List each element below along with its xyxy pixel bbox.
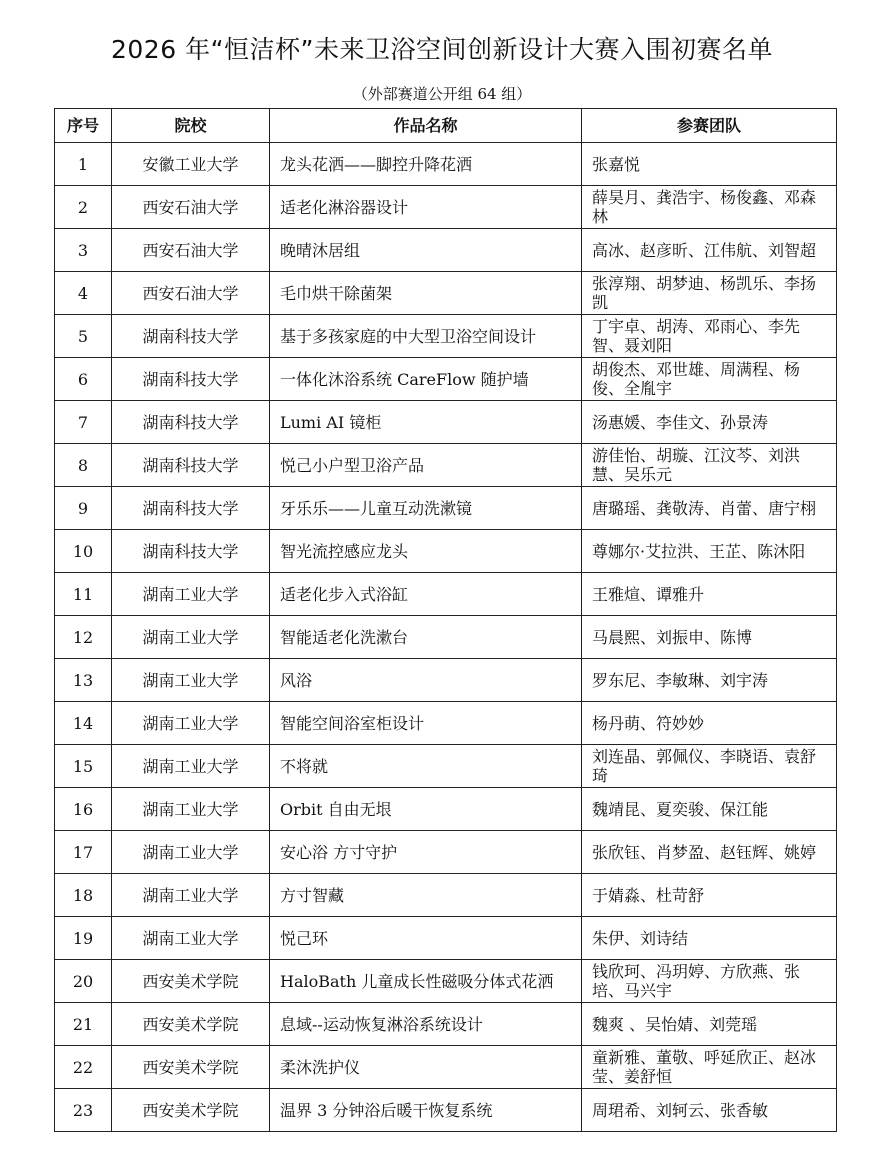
row-number: 9	[55, 487, 112, 530]
table-row	[55, 788, 837, 831]
row-number: 8	[55, 444, 112, 487]
row-work-title: 安心浴 方寸守护	[270, 831, 582, 874]
table-row	[55, 1089, 837, 1132]
row-work-title: 智能适老化洗漱台	[270, 616, 582, 659]
row-team: 张嘉悦	[582, 143, 837, 186]
row-number: 1	[55, 143, 112, 186]
page-title: 2026 年“恒洁杯”未来卫浴空间创新设计大赛入围初赛名单	[111, 35, 773, 64]
row-work-title: 不将就	[270, 745, 582, 788]
row-school: 安徽工业大学	[112, 143, 270, 186]
table-row	[55, 831, 837, 874]
row-work-title: 适老化淋浴器设计	[270, 186, 582, 229]
table-row	[55, 143, 837, 186]
table-row	[55, 917, 837, 960]
table-row	[55, 1046, 837, 1089]
row-number: 2	[55, 186, 112, 229]
finalist-table	[54, 108, 837, 1132]
row-school: 湖南科技大学	[112, 358, 270, 401]
row-work-title: 息域--运动恢复淋浴系统设计	[270, 1003, 582, 1046]
row-work-title: 悦己环	[270, 917, 582, 960]
row-work-title: 柔沐洗护仪	[270, 1046, 582, 1089]
row-number: 21	[55, 1003, 112, 1046]
row-number: 16	[55, 788, 112, 831]
row-number: 4	[55, 272, 112, 315]
row-school: 西安石油大学	[112, 186, 270, 229]
table-row	[55, 659, 837, 702]
row-school: 西安石油大学	[112, 229, 270, 272]
table-row	[55, 874, 837, 917]
table-row	[55, 401, 837, 444]
table-row	[55, 229, 837, 272]
row-team: 周珺希、刘轲云、张香敏	[582, 1089, 837, 1132]
table-row	[55, 358, 837, 401]
row-number: 19	[55, 917, 112, 960]
row-work-title: 一体化沐浴系统 CareFlow 随护墙	[270, 358, 582, 401]
row-team: 唐璐瑶、龚敬涛、肖蕾、唐宁栩	[582, 487, 837, 530]
row-number: 15	[55, 745, 112, 788]
row-number: 5	[55, 315, 112, 358]
row-team: 于婧淼、杜苛舒	[582, 874, 837, 917]
row-team: 尊娜尔·艾拉洪、王芷、陈沐阳	[582, 530, 837, 573]
row-team: 张欣钰、肖梦盈、赵钰辉、姚婷	[582, 831, 837, 874]
row-team: 薛昊月、龚浩宇、杨俊鑫、邓森林	[582, 186, 837, 229]
table-row	[55, 272, 837, 315]
row-team: 童新雅、董敬、呼延欣正、赵冰莹、姜舒恒	[582, 1046, 837, 1089]
header-work: 作品名称	[270, 109, 582, 143]
header-no: 序号	[55, 109, 112, 143]
header-school: 院校	[112, 109, 270, 143]
table-row	[55, 1003, 837, 1046]
row-team: 王雅煊、谭雅升	[582, 573, 837, 616]
row-school: 湖南工业大学	[112, 616, 270, 659]
row-school: 湖南工业大学	[112, 702, 270, 745]
row-school: 湖南工业大学	[112, 831, 270, 874]
row-school: 湖南科技大学	[112, 530, 270, 573]
row-team: 张淳翔、胡梦迪、杨凯乐、李扬凯	[582, 272, 837, 315]
row-work-title: Orbit 自由无垠	[270, 788, 582, 831]
row-work-title: 方寸智藏	[270, 874, 582, 917]
row-number: 6	[55, 358, 112, 401]
row-number: 7	[55, 401, 112, 444]
table-row	[55, 573, 837, 616]
table-body	[55, 143, 837, 1132]
table-row	[55, 960, 837, 1003]
table-row	[55, 315, 837, 358]
header-team: 参赛团队	[582, 109, 837, 143]
row-school: 湖南工业大学	[112, 745, 270, 788]
row-number: 18	[55, 874, 112, 917]
row-number: 17	[55, 831, 112, 874]
row-work-title: 适老化步入式浴缸	[270, 573, 582, 616]
row-work-title: 悦己小户型卫浴产品	[270, 444, 582, 487]
row-number: 3	[55, 229, 112, 272]
row-team: 罗东尼、李敏琳、刘宇涛	[582, 659, 837, 702]
table-row	[55, 186, 837, 229]
row-school: 西安石油大学	[112, 272, 270, 315]
row-school: 西安美术学院	[112, 960, 270, 1003]
row-work-title: 毛巾烘干除菌架	[270, 272, 582, 315]
row-team: 杨丹萌、符妙妙	[582, 702, 837, 745]
row-team: 朱伊、刘诗结	[582, 917, 837, 960]
row-work-title: 智光流控感应龙头	[270, 530, 582, 573]
row-team: 游佳怡、胡璇、江汶芩、刘洪慧、吴乐元	[582, 444, 837, 487]
row-number: 14	[55, 702, 112, 745]
row-number: 12	[55, 616, 112, 659]
row-school: 湖南工业大学	[112, 573, 270, 616]
row-school: 湖南工业大学	[112, 917, 270, 960]
row-work-title: 温界 3 分钟浴后暖干恢复系统	[270, 1089, 582, 1132]
table-row	[55, 444, 837, 487]
row-team: 丁宇卓、胡涛、邓雨心、李先智、聂刘阳	[582, 315, 837, 358]
table-row	[55, 487, 837, 530]
row-work-title: 智能空间浴室柜设计	[270, 702, 582, 745]
row-number: 11	[55, 573, 112, 616]
row-team: 魏爽 、吴怡婧、刘莞瑶	[582, 1003, 837, 1046]
table-row	[55, 702, 837, 745]
row-number: 22	[55, 1046, 112, 1089]
row-number: 23	[55, 1089, 112, 1132]
row-team: 刘连晶、郭佩仪、李晓语、袁舒琦	[582, 745, 837, 788]
row-school: 西安美术学院	[112, 1089, 270, 1132]
row-team: 马晨熙、刘振申、陈博	[582, 616, 837, 659]
row-team: 高冰、赵彦昕、江伟航、刘智超	[582, 229, 837, 272]
row-school: 湖南科技大学	[112, 401, 270, 444]
table-row	[55, 530, 837, 573]
table-row	[55, 745, 837, 788]
row-number: 13	[55, 659, 112, 702]
row-school: 湖南工业大学	[112, 788, 270, 831]
row-number: 10	[55, 530, 112, 573]
row-school: 西安美术学院	[112, 1046, 270, 1089]
row-team: 魏靖昆、夏奕骏、保江能	[582, 788, 837, 831]
row-work-title: Lumi AI 镜柜	[270, 401, 582, 444]
row-work-title: 龙头花洒——脚控升降花洒	[270, 143, 582, 186]
row-team: 汤惠媛、李佳文、孙景涛	[582, 401, 837, 444]
row-work-title: HaloBath 儿童成长性磁吸分体式花洒	[270, 960, 582, 1003]
row-school: 湖南科技大学	[112, 315, 270, 358]
row-school: 湖南工业大学	[112, 659, 270, 702]
table-header-row	[55, 109, 837, 143]
row-work-title: 风浴	[270, 659, 582, 702]
row-school: 西安美术学院	[112, 1003, 270, 1046]
row-team: 钱欣珂、冯玥婷、方欣燕、张培、马兴宇	[582, 960, 837, 1003]
page-subtitle: （外部赛道公开组 64 组）	[352, 85, 532, 103]
row-school: 湖南工业大学	[112, 874, 270, 917]
row-work-title: 牙乐乐——儿童互动洗漱镜	[270, 487, 582, 530]
row-team: 胡俊杰、邓世雄、周满程、杨俊、全胤宇	[582, 358, 837, 401]
row-work-title: 晚晴沐居组	[270, 229, 582, 272]
table-row	[55, 616, 837, 659]
row-school: 湖南科技大学	[112, 487, 270, 530]
row-school: 湖南科技大学	[112, 444, 270, 487]
row-work-title: 基于多孩家庭的中大型卫浴空间设计	[270, 315, 582, 358]
row-number: 20	[55, 960, 112, 1003]
